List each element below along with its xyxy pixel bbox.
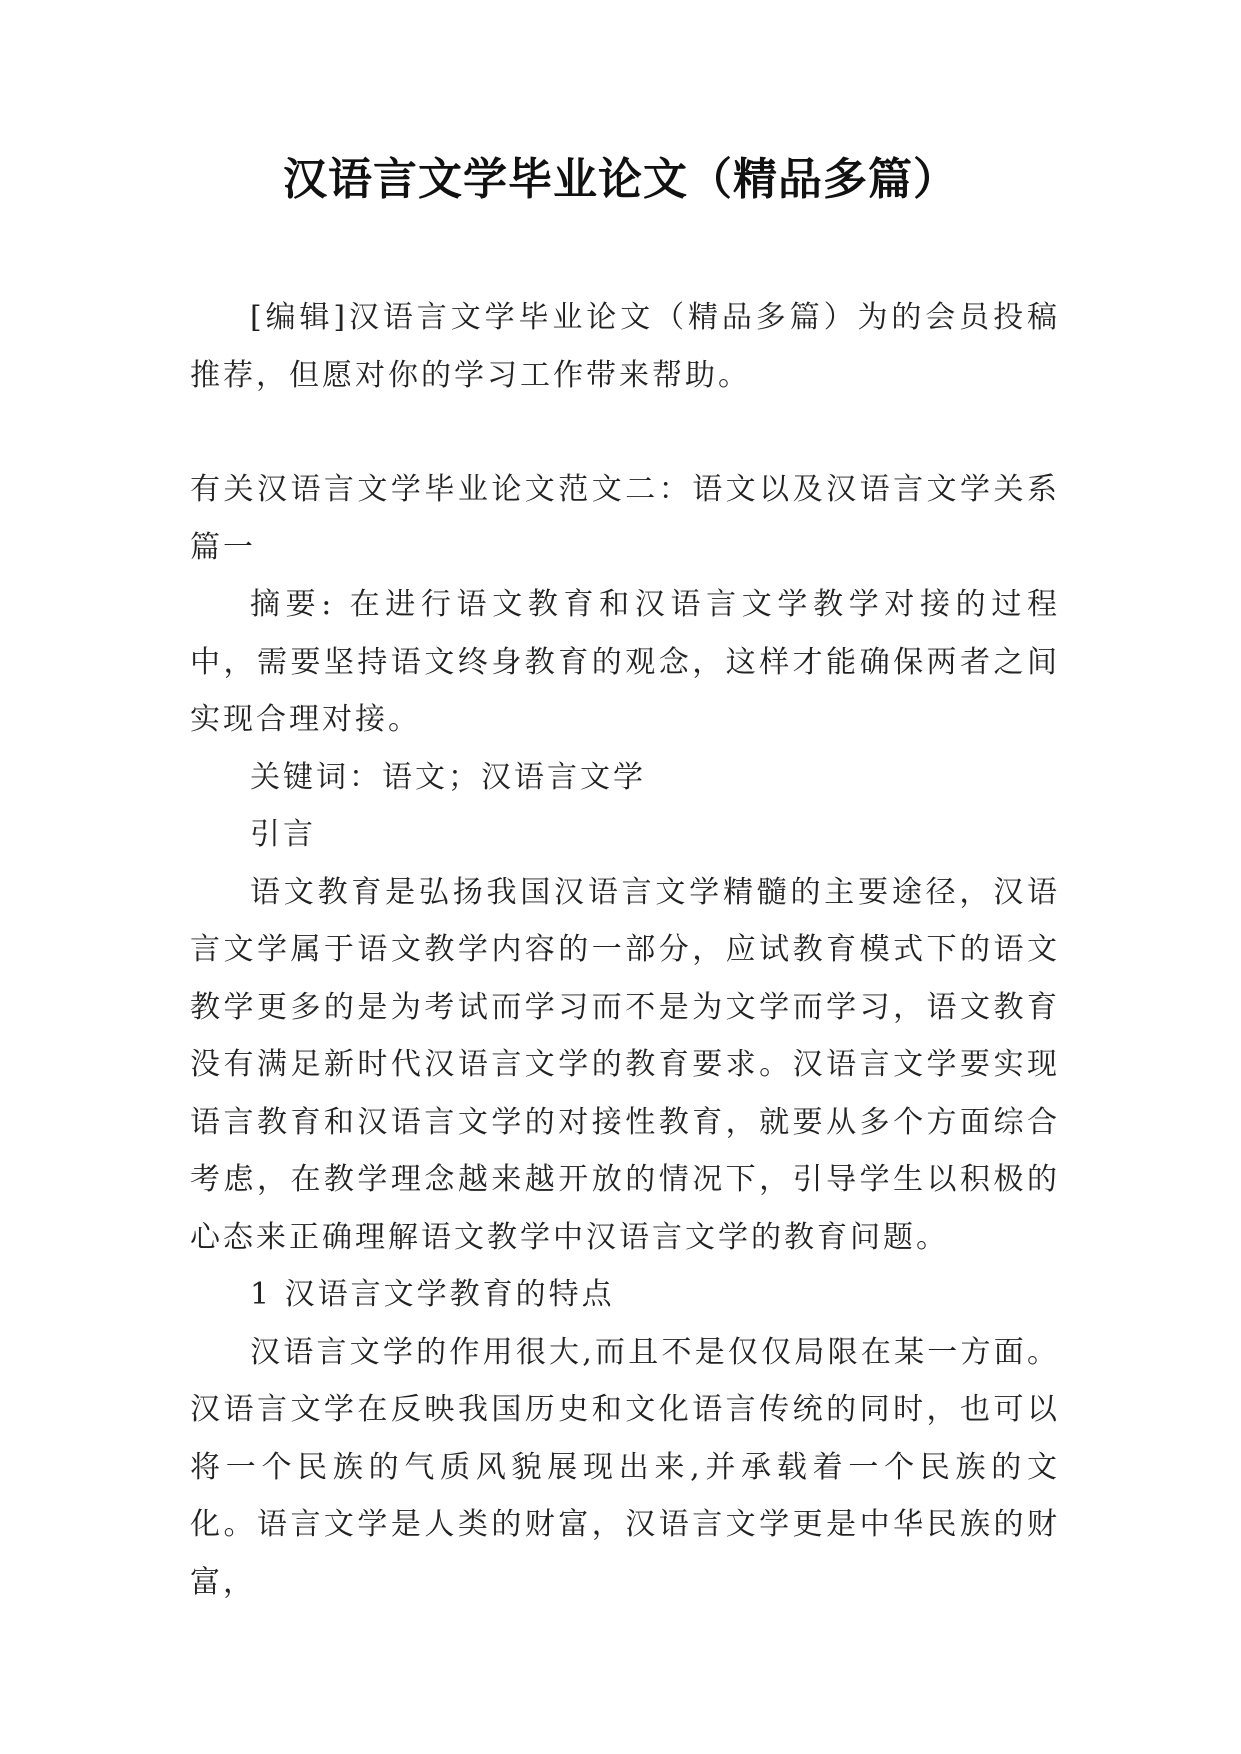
- body-paragraph: 汉语言文学的作用很大,而且不是仅仅局限在某一方面。汉语言文学在反映我国历史和文化语言传统的同时，也可以将一个民族的气质风貌展现出来,并承载着一个民族的文化。语言文学是人类的财富，汉语言文学更是中华民族的财富，: [190, 1334, 1060, 1600]
- introduction-paragraph: 语文教育是弘扬我国汉语言文学精髓的主要途径，汉语言文学属于语文教学内容的一部分，应试教育模式下的语文教学更多的是为考试而学习而不是为文学而学习，语文教育没有满足新时代汉语言文学的教育要求。汉语言文学要实现语言教育和汉语言文学的对接性教育，就要从多个方面综合考虑，在教学理念越来越开放的情况下，引导学生以积极的心态来正确理解语文教学中汉语言文学的教育问题。: [190, 874, 1060, 1255]
- intro-paragraph: [编辑]汉语言文学毕业论文（精品多篇）为的会员投稿推荐，但愿对你的学习工作带来帮助。: [190, 300, 1060, 393]
- abstract-paragraph: 摘要: 在进行语文教育和汉语言文学教学对接的过程中，需要坚持语文终身教育的观念，这样才能确保两者之间实现合理对接。: [190, 587, 1060, 737]
- introduction-heading: 引言: [250, 817, 316, 852]
- section-heading: 有关汉语言文学毕业论文范文二：语文以及汉语言文学关系篇一: [190, 472, 1060, 565]
- keywords-paragraph: 关键词：语文；汉语言文学: [250, 759, 646, 795]
- subsection-heading: 1 汉语言文学教育的特点: [250, 1277, 615, 1312]
- document-title: 汉语言文学毕业论文（精品多篇）: [283, 154, 958, 205]
- document-body: [190, 289, 1060, 1611]
